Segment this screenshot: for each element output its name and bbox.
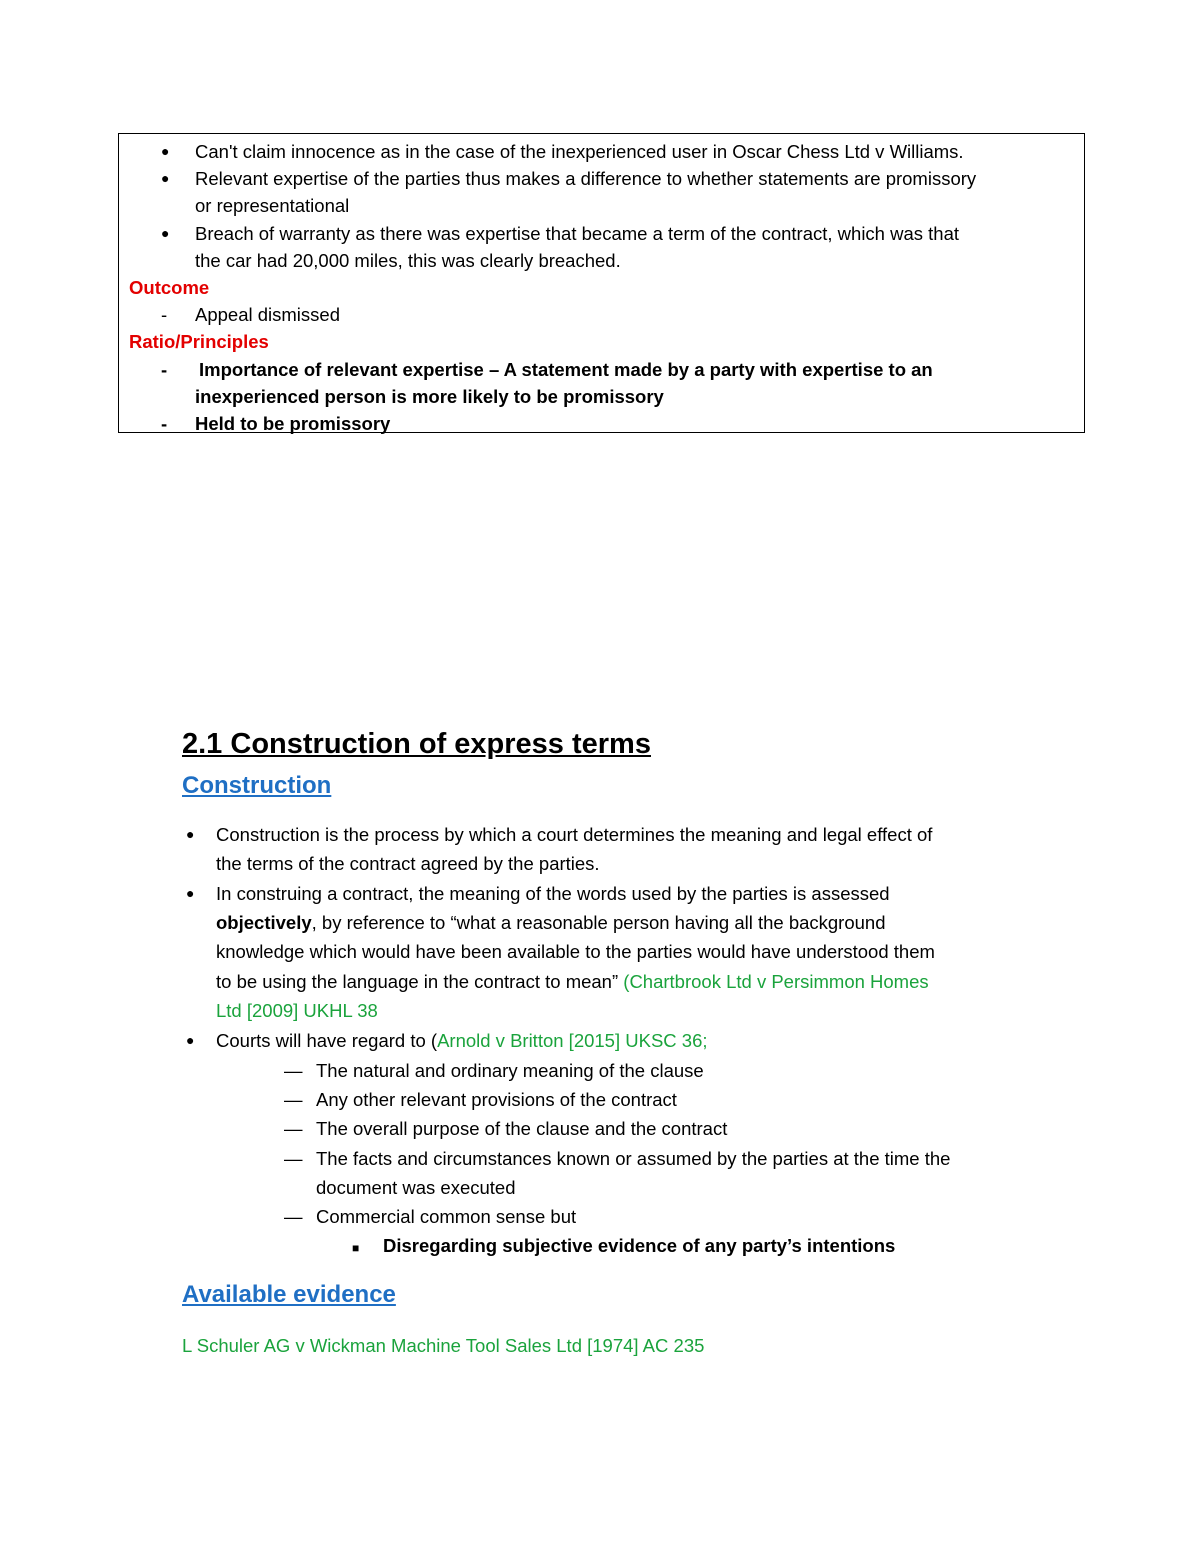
em-dash-marker: — bbox=[284, 1060, 303, 1081]
list-item-text: inexperienced person is more likely to be promissory bbox=[195, 386, 664, 407]
dash-marker: - bbox=[161, 304, 168, 325]
evidence-case-citation: L Schuler AG v Wickman Machine Tool Sales Ltd [1974] AC 235 bbox=[182, 1335, 705, 1356]
quote-text: to be using the language in the contract to mean” bbox=[216, 971, 624, 992]
em-dash-marker: — bbox=[284, 1148, 303, 1169]
bullet-icon: ● bbox=[161, 170, 170, 186]
construction-subheading: Construction bbox=[182, 772, 332, 799]
section-heading: 2.1 Construction of express terms bbox=[182, 728, 651, 760]
sub-sub-list-item: Disregarding subjective evidence of any party’s intentions bbox=[383, 1235, 896, 1256]
list-item-text bbox=[216, 967, 929, 996]
list-item-text: Construction is the process by which a court determines the meaning and legal effect of bbox=[216, 824, 933, 845]
list-item-text: Held to be promissory bbox=[195, 413, 391, 434]
list-item-text: Appeal dismissed bbox=[195, 304, 340, 325]
list-item-text: Breach of warranty as there was expertise that became a term of the contract, which was that bbox=[195, 223, 960, 244]
outcome-label: Outcome bbox=[129, 277, 210, 298]
dash-marker: - bbox=[161, 359, 168, 380]
em-dash-marker: — bbox=[284, 1206, 303, 1227]
list-item-text: Importance of relevant expertise – A statement made by a party with expertise to an bbox=[199, 359, 933, 380]
case-citation: (Chartbrook Ltd v Persimmon Homes bbox=[623, 971, 929, 992]
list-item-text: Can't claim innocence as in the case of the inexperienced user in Oscar Chess Ltd v Williams. bbox=[195, 141, 964, 162]
dash-marker: - bbox=[161, 413, 168, 434]
list-item-text: the terms of the contract agreed by the parties. bbox=[216, 853, 600, 874]
sub-list-item: Any other relevant provisions of the contract bbox=[316, 1089, 677, 1110]
evidence-subheading: Available evidence bbox=[182, 1281, 396, 1308]
sub-list-item: The overall purpose of the clause and the contract bbox=[316, 1118, 728, 1139]
case-citation: Ltd [2009] UKHL 38 bbox=[216, 1000, 378, 1021]
em-dash-marker: — bbox=[284, 1118, 303, 1139]
list-item-text-rest: , by reference to “what a reasonable person having all the background bbox=[311, 912, 886, 933]
ratio-label: Ratio/Principles bbox=[129, 331, 269, 352]
sub-list-item: Commercial common sense but bbox=[316, 1206, 577, 1227]
list-item-text: the car had 20,000 miles, this was clearly breached. bbox=[195, 250, 621, 271]
list-item-text bbox=[216, 908, 886, 937]
case-citation: Arnold v Britton [2015] UKSC 36; bbox=[437, 1030, 708, 1051]
list-item-text: In construing a contract, the meaning of the words used by the parties is assessed bbox=[216, 883, 890, 904]
sub-list-item: The facts and circumstances known or assumed by the parties at the time the bbox=[316, 1148, 951, 1169]
bullet-icon: ● bbox=[186, 885, 195, 901]
list-item-text: or representational bbox=[195, 195, 350, 216]
square-bullet-icon: ■ bbox=[352, 1241, 360, 1255]
list-item-text-lead: Courts will have regard to ( bbox=[216, 1030, 438, 1051]
case-summary-box bbox=[118, 133, 1085, 433]
list-item-text bbox=[216, 1026, 708, 1055]
sub-list-item: The natural and ordinary meaning of the clause bbox=[316, 1060, 704, 1081]
sub-list-item-continuation: document was executed bbox=[316, 1177, 516, 1198]
bullet-icon: ● bbox=[186, 826, 195, 842]
em-dash-marker: — bbox=[284, 1089, 303, 1110]
bullet-icon: ● bbox=[161, 143, 170, 159]
list-item-text: Relevant expertise of the parties thus makes a difference to whether statements are promissory bbox=[195, 168, 977, 189]
emphasis-text: objectively bbox=[216, 912, 312, 933]
bullet-icon: ● bbox=[161, 225, 170, 241]
bullet-icon: ● bbox=[186, 1032, 195, 1048]
list-item-text: knowledge which would have been available to the parties would have understood them bbox=[216, 941, 935, 962]
